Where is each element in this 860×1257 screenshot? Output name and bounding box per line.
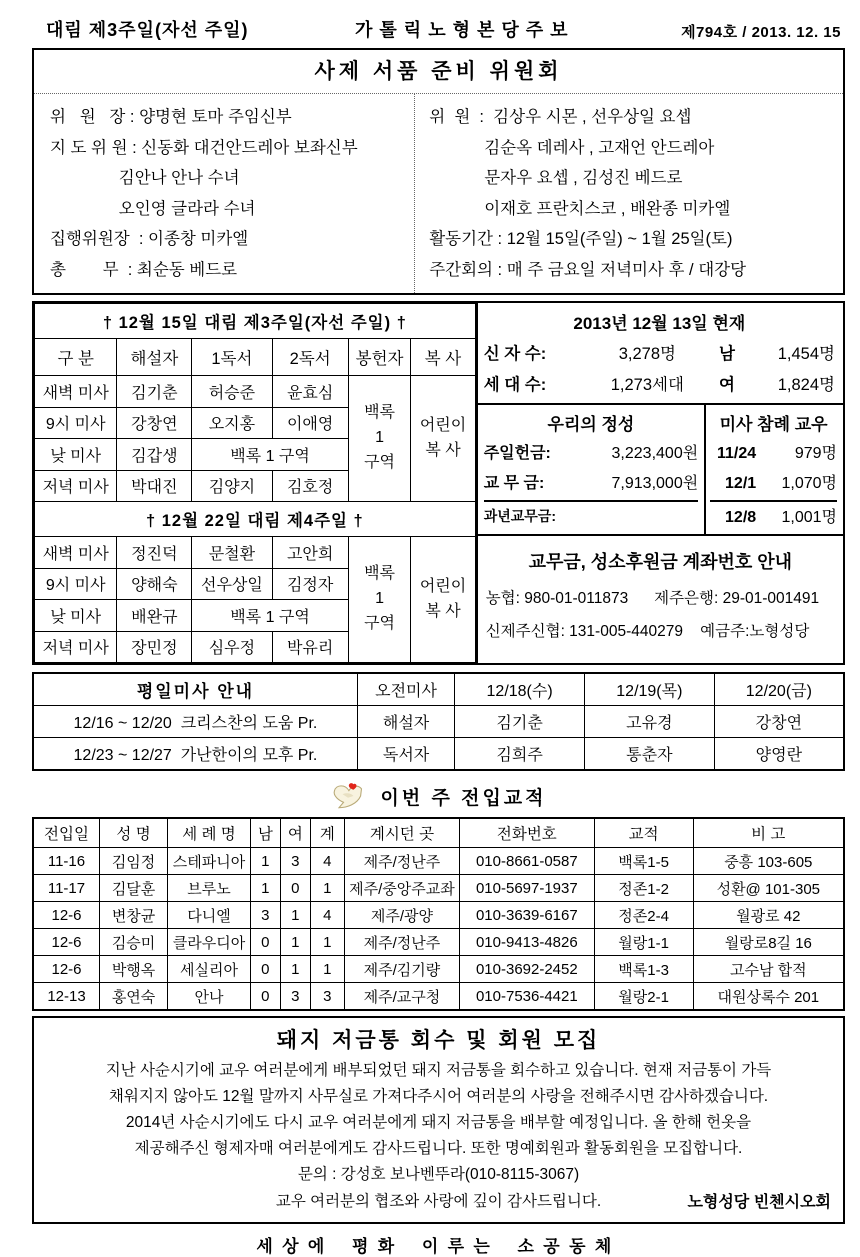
mass-header-cell: 복 사	[411, 339, 475, 376]
census-gender-label: 남	[718, 345, 735, 364]
table-cell: 12-6	[33, 956, 100, 983]
census-gender-value: 1,824명	[777, 375, 835, 394]
table-cell: 다니엘	[168, 902, 251, 929]
table-cell: 3	[280, 983, 310, 1011]
mass-cell: 배완규	[117, 600, 192, 632]
offering-row	[484, 500, 698, 531]
committee-line: 김순옥 데레사 , 고재언 안드레아	[429, 138, 715, 157]
attendance-date: 12/8	[725, 508, 757, 526]
table-cell: 010-8661-0587	[460, 848, 595, 875]
table-cell: 1	[280, 929, 310, 956]
table-row	[33, 902, 844, 929]
mass-roster-table	[34, 303, 476, 663]
committee-line: 문자우 요셉 , 김성진 베드로	[429, 169, 683, 188]
table-cell: 정존2-4	[594, 902, 693, 929]
mass-header-cell: 구 분	[35, 339, 117, 376]
table-cell: 010-3639-6167	[460, 902, 595, 929]
mass-roster	[34, 303, 476, 663]
server-cell	[411, 376, 475, 502]
attendance-count: 979명	[794, 445, 837, 463]
offering-label: 과년교무금:	[483, 507, 556, 524]
mass-cell: 김호정	[272, 470, 348, 502]
table-cell: 010-3692-2452	[460, 956, 595, 983]
table-cell: 1	[310, 956, 344, 983]
table-cell: 010-5697-1937	[460, 875, 595, 902]
committee-left-column	[34, 94, 414, 293]
table-cell: 고수남 합적	[693, 956, 844, 983]
table-cell: 김임정	[100, 848, 168, 875]
attendance-row	[710, 469, 837, 499]
transfers-header-cell: 전입일	[33, 818, 100, 848]
table-cell: 백록1-5	[594, 848, 693, 875]
mass-header-cell: 2독서	[272, 339, 348, 376]
mass-title-row	[35, 502, 476, 537]
attendance-count: 1,070명	[781, 475, 837, 493]
masthead	[32, 16, 845, 48]
table-cell: 김희주	[455, 738, 585, 771]
table-cell: 제주/중앙주교좌	[344, 875, 459, 902]
society-signature: 노형성당 빈첸시오회	[687, 1194, 831, 1212]
weekday-header-cell: 12/19(목)	[584, 673, 714, 706]
table-cell: 1	[310, 875, 344, 902]
mass-cell: 박유리	[272, 631, 348, 663]
table-cell: 11-16	[33, 848, 100, 875]
table-row	[33, 738, 844, 771]
offerer-line: 1	[375, 590, 384, 608]
table-cell: 세실리아	[168, 956, 251, 983]
transfers-header	[32, 781, 845, 811]
table-cell: 3	[310, 983, 344, 1011]
table-cell: 독서자	[357, 738, 454, 771]
committee-line: 지 도 위 원 : 신동화 대건안드레아 보좌신부	[50, 138, 358, 157]
server-line: 어린이	[419, 416, 467, 434]
mass-cell: 박대진	[117, 470, 192, 502]
table-cell: 양영란	[714, 738, 844, 771]
table-cell: 월랑1-1	[594, 929, 693, 956]
transfers-header-cell: 계시던 곳	[344, 818, 459, 848]
offerer-line: 백록	[364, 404, 395, 422]
committee-box-title: 사제 서품 준비 위원회	[314, 60, 563, 83]
table-cell: 3	[280, 848, 310, 875]
transfers-header-cell: 여	[280, 818, 310, 848]
table-cell: 통춘자	[584, 738, 714, 771]
server-line: 복 사	[425, 441, 461, 459]
transfers-header-cell: 세 례 명	[168, 818, 251, 848]
census-label: 세 대 수:	[483, 375, 547, 394]
census-gender-label: 여	[718, 375, 735, 394]
census-as-of-date: 2013년 12월 13일 현재	[573, 314, 746, 334]
weekday-header-cell: 오전미사	[357, 673, 454, 706]
attendance-date: 12/1	[725, 475, 757, 493]
mass-and-status-box	[32, 301, 845, 665]
transfers-table	[32, 817, 845, 1011]
census-label: 신 자 수:	[483, 345, 547, 364]
table-cell: 월랑로8길 16	[693, 929, 844, 956]
table-cell: 김기춘	[455, 706, 585, 738]
attendance-count: 1,001명	[781, 508, 837, 526]
table-row	[33, 848, 844, 875]
committee-line: 활동기간 : 12월 15일(주일) ~ 1월 25일(토)	[429, 230, 733, 249]
census-row	[484, 339, 835, 370]
attendance-row	[710, 439, 837, 469]
accounts-title: 교무금, 성소후원금 계좌번호 안내	[528, 551, 793, 572]
offerer-line: 백록	[364, 565, 395, 583]
mass-cell: 강창연	[117, 407, 192, 439]
census-value: 1,273세대	[610, 375, 684, 394]
table-row	[33, 929, 844, 956]
table-row	[33, 956, 844, 983]
weekday-header-cell: 평일미사 안내	[33, 673, 357, 706]
offerer-cell	[348, 537, 411, 663]
mass-cell: 이애영	[272, 407, 348, 439]
mass-header-row	[35, 339, 476, 376]
table-cell: 브루노	[168, 875, 251, 902]
committee-line: 위 원 장 : 양명현 토마 주임신부	[50, 108, 292, 126]
census-row	[484, 370, 835, 401]
mass-row	[35, 376, 476, 408]
table-cell: 백록1-3	[594, 956, 693, 983]
table-cell: 12-13	[33, 983, 100, 1011]
mass-cell: 선우상일	[192, 568, 272, 600]
table-cell: 1	[280, 902, 310, 929]
mass-cell: 오지홍	[192, 407, 272, 439]
table-cell: 해설자	[357, 706, 454, 738]
issue-number-date: 제794호 / 2013. 12. 15	[681, 24, 841, 41]
mass-header-cell: 해설자	[117, 339, 192, 376]
table-cell: 안나	[168, 983, 251, 1011]
mass-cell: 9시 미사	[35, 407, 117, 439]
mass-cell: 김기춘	[117, 376, 192, 408]
offering-value: 3,223,400원	[611, 445, 699, 463]
account-line: 농협: 980-01-011873 제주은행: 29-01-001491	[485, 589, 820, 607]
committee-body	[34, 93, 843, 293]
table-cell: 4	[310, 902, 344, 929]
account-line: 신제주신협: 131-005-440279 예금주:노형성당	[485, 623, 810, 641]
table-cell: 0	[250, 983, 280, 1011]
table-cell: 중흥 103-605	[693, 848, 844, 875]
mass-header-cell: 1독서	[192, 339, 272, 376]
mass-cell: 백록 1 구역	[192, 439, 348, 471]
table-cell: 월광로 42	[693, 902, 844, 929]
transfers-header-row	[33, 818, 844, 848]
table-cell: 김승미	[100, 929, 168, 956]
weekday-header-cell: 12/20(금)	[714, 673, 844, 706]
committee-line: 이재호 프란치스코 , 배완종 미카엘	[429, 199, 731, 218]
mass-cell: 9시 미사	[35, 568, 117, 600]
table-cell: 제주/김기량	[344, 956, 459, 983]
table-cell: 12-6	[33, 902, 100, 929]
table-cell: 010-9413-4826	[460, 929, 595, 956]
mass-cell: 김정자	[272, 568, 348, 600]
offerer-line: 구역	[364, 453, 395, 471]
mass-cell: 윤효심	[272, 376, 348, 408]
table-cell: 제주/정난주	[344, 929, 459, 956]
piggy-line: 문의 : 강성호 보나벤뚜라(010-8115-3067)	[297, 1166, 580, 1184]
footer-slogan: 세상에 평화 이루는 소공동체	[256, 1237, 621, 1257]
offerings-title: 우리의 정성	[547, 415, 635, 435]
table-row	[33, 983, 844, 1011]
mass-cell: 문철환	[192, 537, 272, 569]
mass-cell: 허승준	[192, 376, 272, 408]
mass-cell: 장민정	[117, 631, 192, 663]
server-cell	[411, 537, 475, 663]
mass-cell: 양해숙	[117, 568, 192, 600]
week2-title: † 12월 22일 대림 제4주일 †	[35, 502, 476, 537]
mass-row	[35, 537, 476, 569]
table-cell: 1	[280, 956, 310, 983]
offerings-attendance-box	[478, 405, 843, 536]
table-cell: 클라우디아	[168, 929, 251, 956]
mass-title-row	[35, 304, 476, 339]
parish-status-column	[476, 303, 843, 663]
table-cell: 1	[310, 929, 344, 956]
transfers-header-cell: 비 고	[693, 818, 844, 848]
parish-census-box	[478, 303, 843, 405]
table-cell: 12/16 ~ 12/20 크리스찬의 도움 Pr.	[33, 706, 357, 738]
table-cell: 홍연숙	[100, 983, 168, 1011]
table-cell: 1	[250, 875, 280, 902]
table-cell: 010-7536-4421	[460, 983, 595, 1011]
offerer-cell	[348, 376, 411, 502]
ordination-committee-box	[32, 48, 845, 295]
dove-heart-icon	[330, 781, 366, 811]
bank-accounts-box	[478, 536, 843, 663]
table-cell: 대원상록수 201	[693, 983, 844, 1011]
table-cell: 강창연	[714, 706, 844, 738]
attendance-row	[710, 500, 837, 534]
bulletin-name: 가톨릭노형본당주보	[355, 20, 575, 40]
table-cell: 제주/교구청	[344, 983, 459, 1011]
mass-cell: 저녁 미사	[35, 631, 117, 663]
weekday-mass-table	[32, 672, 845, 771]
table-row	[33, 875, 844, 902]
weekday-header-cell: 12/18(수)	[455, 673, 585, 706]
mass-cell: 낮 미사	[35, 439, 117, 471]
piggy-closing: 교우 여러분의 협조와 사랑에 깊이 감사드립니다.	[275, 1193, 602, 1211]
table-cell: 0	[250, 929, 280, 956]
table-cell: 4	[310, 848, 344, 875]
transfers-title: 이번 주 전입교적	[380, 787, 547, 809]
table-cell: 박행옥	[100, 956, 168, 983]
table-cell: 김달훈	[100, 875, 168, 902]
table-cell: 0	[250, 956, 280, 983]
table-cell: 0	[280, 875, 310, 902]
transfers-header-cell: 성 명	[100, 818, 168, 848]
mass-cell: 새벽 미사	[35, 537, 117, 569]
transfers-header-cell: 교적	[594, 818, 693, 848]
transfers-header-cell: 전화번호	[460, 818, 595, 848]
offerer-line: 1	[375, 429, 384, 447]
server-line: 복 사	[425, 602, 461, 620]
mass-cell: 새벽 미사	[35, 376, 117, 408]
committee-right-column	[414, 94, 843, 293]
table-row	[33, 706, 844, 738]
mass-cell: 심우정	[192, 631, 272, 663]
piggy-line: 2014년 사순시기에도 다시 교우 여러분에게 돼지 저금통을 배부할 예정입니다. 올 한해 헌옷을	[125, 1114, 752, 1132]
mass-cell: 낮 미사	[35, 600, 117, 632]
week1-title: † 12월 15일 대림 제3주일(자선 주일) †	[35, 304, 476, 339]
table-cell: 월랑2-1	[594, 983, 693, 1011]
table-cell: 정존1-2	[594, 875, 693, 902]
offerings-box	[478, 405, 704, 534]
table-cell: 변창균	[100, 902, 168, 929]
table-cell: 스테파니아	[168, 848, 251, 875]
piggy-bank-box	[32, 1016, 845, 1224]
mass-cell: 저녁 미사	[35, 470, 117, 502]
piggy-line: 채워지지 않아도 12월 말까지 사무실로 가져다주시어 여러분의 사랑을 전해주시면 감사하겠습니다.	[108, 1088, 769, 1106]
weekday-header-row	[33, 673, 844, 706]
liturgical-week-title: 대림 제3주일(자선 주일)	[46, 20, 249, 40]
transfers-header-cell: 남	[250, 818, 280, 848]
census-value: 3,278명	[618, 345, 676, 364]
piggy-title: 돼지 저금통 회수 및 회원 모집	[276, 1029, 601, 1053]
offering-label: 교 무 금:	[483, 475, 545, 493]
mass-cell: 고안희	[272, 537, 348, 569]
committee-line: 김안나 안나 수녀	[50, 169, 240, 188]
table-cell: 11-17	[33, 875, 100, 902]
committee-line: 위 원 : 김상우 시몬 , 선우상일 요셉	[429, 108, 692, 126]
table-cell: 1	[250, 848, 280, 875]
attendance-title: 미사 참례 교우	[719, 415, 828, 435]
committee-line: 집행위원장 : 이종창 미카엘	[50, 230, 249, 249]
table-cell: 3	[250, 902, 280, 929]
offering-row	[484, 469, 698, 499]
attendance-date: 11/24	[717, 445, 757, 463]
committee-line: 오인영 글라라 수녀	[50, 199, 256, 218]
census-gender-value: 1,454명	[777, 345, 835, 364]
committee-line: 주간회의 : 매 주 금요일 저녁미사 후 / 대강당	[429, 260, 747, 279]
piggy-line: 지난 사순시기에 교우 여러분에게 배부되었던 돼지 저금통을 회수하고 있습니다. 현재 저금통이 가득	[105, 1062, 772, 1080]
offering-value: 7,913,000원	[611, 475, 699, 493]
mass-cell: 김양지	[192, 470, 272, 502]
table-cell: 고유경	[584, 706, 714, 738]
offering-row	[484, 439, 698, 469]
table-cell: 12/23 ~ 12/27 가난한이의 모후 Pr.	[33, 738, 357, 771]
mass-cell: 정진덕	[117, 537, 192, 569]
offerer-line: 구역	[364, 614, 395, 632]
table-cell: 제주/광양	[344, 902, 459, 929]
table-cell: 제주/정난주	[344, 848, 459, 875]
attendance-box	[704, 405, 843, 534]
table-cell: 성환@ 101-305	[693, 875, 844, 902]
mass-cell: 백록 1 구역	[192, 600, 348, 632]
server-line: 어린이	[419, 577, 467, 595]
transfers-header-cell: 계	[310, 818, 344, 848]
committee-line: 총 무 : 최순동 베드로	[50, 260, 238, 279]
mass-header-cell: 봉헌자	[348, 339, 411, 376]
piggy-closing-row	[42, 1188, 835, 1216]
table-cell: 12-6	[33, 929, 100, 956]
piggy-line: 제공해주신 형제자매 여러분에게도 감사드립니다. 또한 명예회원과 활동회원을 모집합니다.	[134, 1140, 743, 1158]
mass-cell: 김갑생	[117, 439, 192, 471]
offering-label: 주일헌금:	[483, 445, 551, 463]
